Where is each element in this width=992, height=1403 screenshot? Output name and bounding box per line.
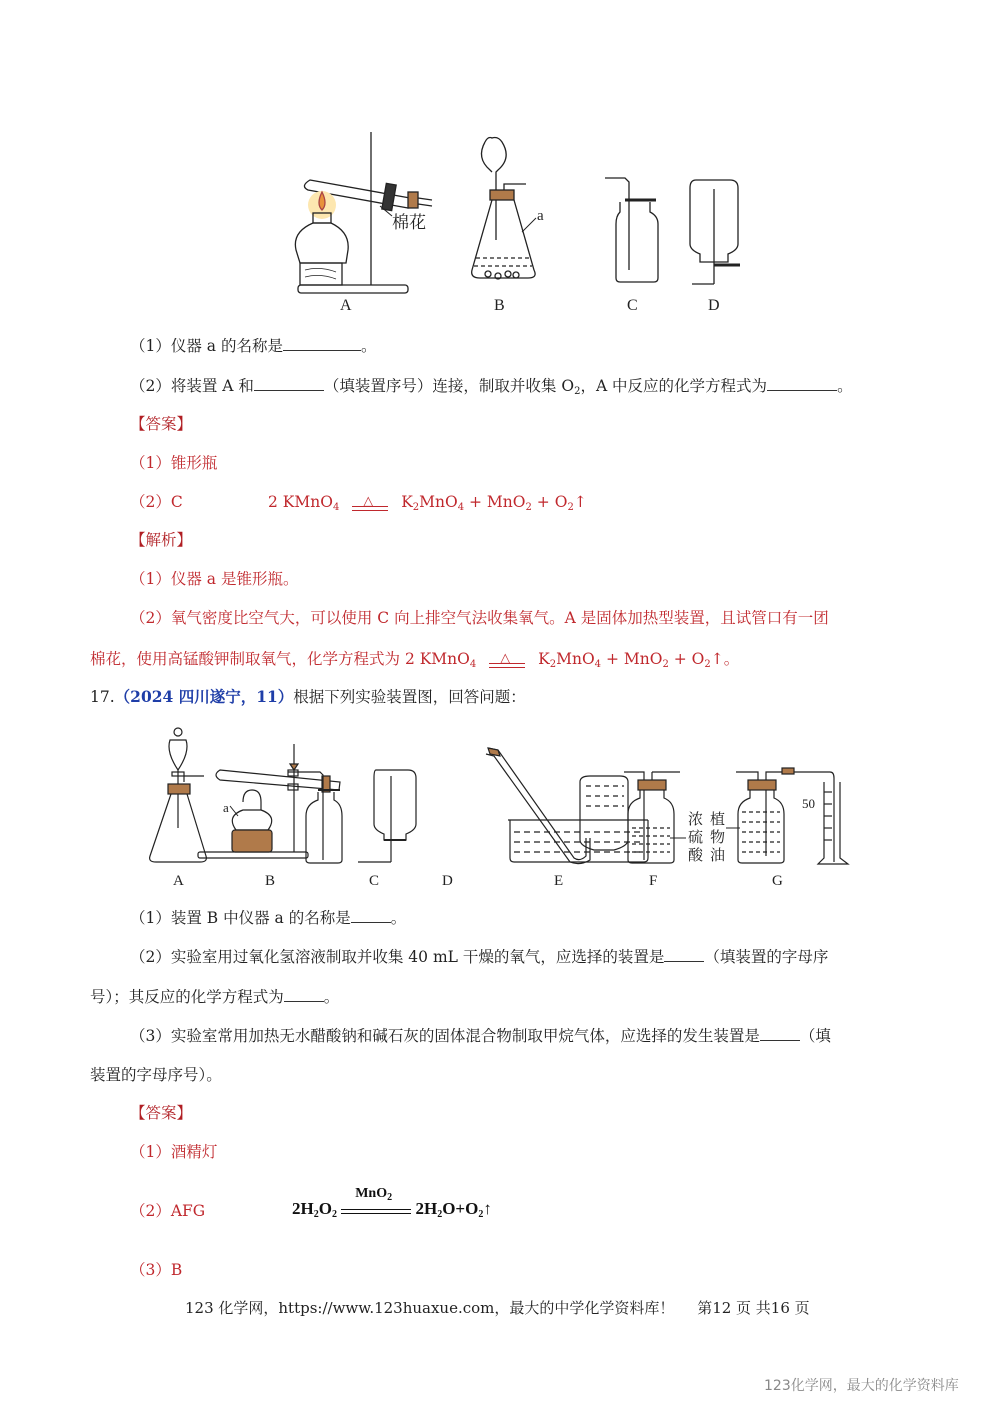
heat-condition-sign: △ bbox=[352, 492, 388, 514]
q17-stem: 17.（2024 四川遂宁，11）根据下列实验装置图，回答问题： bbox=[90, 687, 526, 706]
answer-blank bbox=[760, 1026, 800, 1041]
reagent-label: 硫 bbox=[688, 830, 704, 846]
question-source: （2024 四川遂宁，11） bbox=[114, 687, 294, 706]
cylinder-scale-mark: 50 bbox=[802, 796, 815, 811]
answer-blank bbox=[351, 908, 391, 923]
flask-with-separatory-funnel-a bbox=[150, 728, 207, 862]
answer-blank bbox=[283, 336, 361, 351]
heating-apparatus-b bbox=[198, 744, 340, 858]
figure1-label-a: A bbox=[340, 297, 352, 314]
q16-sub1: （1）仪器 a 的名称是 。 bbox=[130, 337, 377, 355]
apparatus-figure-1 bbox=[280, 120, 760, 320]
clamp bbox=[382, 183, 396, 210]
reagent-label: 油 bbox=[710, 848, 726, 864]
page-number: 第12 页 共16 页 bbox=[697, 1299, 810, 1317]
stopper bbox=[408, 192, 418, 208]
apparatus-figure-2 bbox=[140, 720, 860, 890]
q17-answer-3: （3）B bbox=[130, 1261, 183, 1279]
figure2-label-d: D bbox=[442, 873, 453, 889]
catalyst-label: MnO$_2$ bbox=[355, 1186, 393, 1204]
cotton-label: 棉花 bbox=[392, 213, 426, 232]
page-footer bbox=[185, 1297, 810, 1318]
reagent-label: 浓 bbox=[688, 812, 704, 828]
gas-bottle-d bbox=[358, 770, 416, 862]
water-trough-e bbox=[486, 748, 648, 864]
q16-answer-header: 【答案】 bbox=[130, 415, 193, 433]
figure2-label-g: G bbox=[772, 873, 783, 889]
figure2-label-c: C bbox=[369, 873, 380, 889]
figure2-label-f: F bbox=[649, 873, 658, 889]
q16-answer-1: （1）锥形瓶 bbox=[130, 454, 218, 472]
reagent-label: 酸 bbox=[688, 848, 704, 864]
q16-equation: 2 KMnO$_4$ △ $K_2MnO_4 + MnO_2$ + $O_2↑$ bbox=[268, 493, 587, 513]
q17-answer-header: 【答案】 bbox=[130, 1104, 193, 1122]
wooden-block bbox=[300, 263, 342, 285]
figure2-label-a: A bbox=[173, 873, 184, 889]
q16-analysis-2-line2: 棉花，使用高锰酸钾制取氧气，化学方程式为 2 KMnO$_4$ △ $K_2MnO_4 + MnO_2$ + $O_2↑$。 bbox=[90, 650, 740, 670]
q17-sub3-line1: （3）实验室常用加热无水醋酸钠和碱石灰的固体混合物制取甲烷气体，应选择的发生装置是 （填 bbox=[130, 1027, 831, 1045]
instrument-a-label: a bbox=[537, 208, 544, 224]
q16-analysis-1: （1）仪器 a 是锥形瓶。 bbox=[130, 570, 299, 588]
heat-condition-sign: △ bbox=[489, 649, 525, 671]
answer-blank bbox=[767, 376, 837, 391]
q16-analysis-header: 【解析】 bbox=[130, 531, 193, 549]
gas-bottle-d bbox=[690, 180, 740, 284]
q17-answer-1: （1）酒精灯 bbox=[130, 1143, 218, 1161]
q17-sub2-line2: 号）；其反应的化学方程式为 。 bbox=[90, 988, 340, 1006]
watermark: 123化学网，最大的化学资料库 bbox=[764, 1378, 959, 1394]
gas-bottle-c bbox=[288, 772, 342, 863]
footer-text: 123 化学网，https://www.123huaxue.com，最大的中学化学资料库！ bbox=[185, 1299, 675, 1317]
q16-sub2: （2）将装置 A 和 （填装置序号）连接，制取并收集 $O_2$，A 中反应的化学方程式为 。 bbox=[130, 377, 853, 397]
iron-stand-base bbox=[298, 285, 408, 293]
q17-sub2-line1: （2）实验室用过氧化氢溶液制取并收集 40 mL 干燥的氧气，应选择的装置是 （填装置的字母序 bbox=[130, 948, 829, 966]
q17-equation: $2H_2O_2$ MnO$_2$ $2H_2O+O_2↑$ bbox=[292, 1198, 492, 1221]
answer-blank bbox=[284, 987, 324, 1002]
q17-answer-2: （2）AFG bbox=[130, 1202, 206, 1220]
q16-answer-2: （2）C bbox=[130, 493, 183, 511]
q17-sub1: （1）装置 B 中仪器 a 的名称是 。 bbox=[130, 909, 407, 927]
figure1-label-d: D bbox=[708, 297, 720, 314]
figure1-label-c: C bbox=[627, 297, 638, 314]
reagent-label: 植 bbox=[710, 812, 726, 828]
conical-flask-b bbox=[472, 138, 536, 280]
measuring-apparatus-g bbox=[726, 768, 848, 864]
figure2-label-e: E bbox=[554, 873, 564, 889]
answer-blank bbox=[664, 947, 704, 962]
figure2-label-b: B bbox=[265, 873, 276, 889]
q16-analysis-2-line1: （2）氧气密度比空气大，可以使用 C 向上排空气法收集氧气。A 是固体加热型装置，且试管口有一团 bbox=[130, 609, 829, 627]
catalyst-condition-sign bbox=[341, 1186, 411, 1221]
reagent-label: 物 bbox=[710, 830, 726, 846]
figure1-label-b: B bbox=[494, 297, 505, 314]
answer-blank bbox=[254, 376, 324, 391]
drying-bottle-f bbox=[624, 772, 686, 863]
instrument-a-label: a bbox=[223, 800, 229, 815]
q17-sub3-line2: 装置的字母序号）。 bbox=[90, 1066, 222, 1084]
gas-bottle-c bbox=[605, 178, 658, 282]
